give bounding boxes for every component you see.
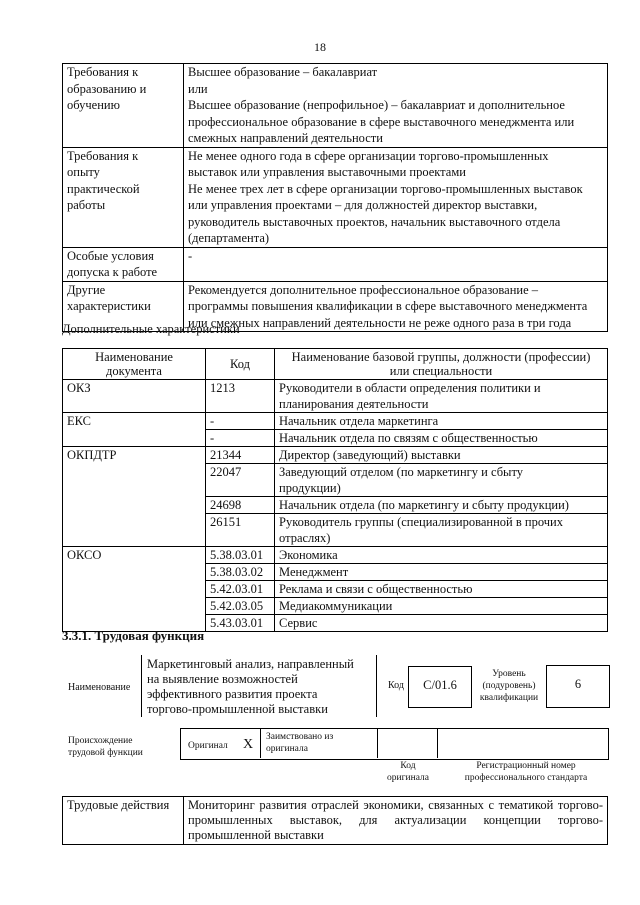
code-cell: 5.42.03.01 — [206, 581, 275, 598]
level-value-box — [546, 665, 610, 708]
name-cell: Экономика — [275, 547, 608, 564]
code-original-label: Код оригинала — [387, 761, 429, 783]
name-cell: Реклама и связи с общественностью — [275, 581, 608, 598]
level-label: Уровень (подуровень) квалификации — [479, 669, 539, 703]
requirement-value: Рекомендуется дополнительное профессиональное образование – программы повышения квалификации в сфере выставочного менеджмента или смежных направлений деятельности не реже одного раза в три года — [184, 281, 608, 332]
origin-label: Происхождение трудовой функции — [68, 736, 143, 758]
code-cell: 5.43.03.01 — [206, 615, 275, 632]
name-cell: Медиакоммуникации — [275, 598, 608, 615]
function-name-box — [141, 655, 377, 717]
table-row — [63, 64, 608, 148]
doc-cell: ЕКС — [63, 413, 206, 447]
function-header: 3.3.1. Трудовая функция — [62, 628, 205, 643]
name-cell: Начальник отдела маркетинга — [275, 413, 608, 430]
doc-cell: ОКСО — [63, 547, 206, 632]
labor-actions-table — [62, 796, 608, 845]
original-label: Оригинал — [188, 741, 228, 751]
actions-value: Мониторинг развития отраслей экономики, связанных с тематикой торгово-промышленных выставок, для актуализации концепции торгово-промышленной выставки — [184, 797, 608, 845]
code-cell: 5.42.03.05 — [206, 598, 275, 615]
table-row — [63, 147, 608, 247]
code-cell: 22047 — [206, 464, 275, 497]
name-cell: Директор (заведующий) выставки — [275, 447, 608, 464]
header-name: Наименование базовой группы, должности (профессии) или специальности — [275, 349, 608, 380]
requirement-label: Требования к образованию и обучению — [63, 64, 184, 148]
code-cell: 5.38.03.02 — [206, 564, 275, 581]
table-row — [63, 447, 608, 464]
name-cell: Начальник отдела по связям с общественностью — [275, 430, 608, 447]
code-label: Код — [388, 680, 404, 691]
additional-characteristics-title: Дополнительные характеристики — [62, 322, 240, 336]
requirement-value: Высшее образование – бакалавриат или Высшее образование (непрофильное) – бакалавриат и дополнительное профессиональное образование в сфере выставочного менеджмента или смежных направлений деятельности — [184, 64, 608, 148]
code-cell: 26151 — [206, 514, 275, 547]
name-cell: Руководители в области определения политики и планирования деятельности — [275, 380, 608, 413]
name-cell: Менеджмент — [275, 564, 608, 581]
original-mark: X — [243, 737, 254, 752]
actions-label: Трудовые действия — [63, 797, 184, 845]
requirement-label: Другие характеристики — [63, 281, 184, 332]
table-row — [63, 247, 608, 281]
doc-cell: ОКПДТР — [63, 447, 206, 547]
requirements-table — [62, 63, 608, 332]
table-row — [63, 547, 608, 564]
table-row — [63, 380, 608, 413]
code-cell: 5.38.03.01 — [206, 547, 275, 564]
requirement-label: Особые условия допуска к работе — [63, 247, 184, 281]
name-cell: Сервис — [275, 615, 608, 632]
function-name-value: Маркетинговый анализ, направленный на выявление возможностей эффективного развития проекта торгово-промышленной выставки — [147, 657, 354, 716]
code-cell: - — [206, 413, 275, 430]
code-value: C/01.6 — [423, 678, 457, 692]
additional-characteristics-table — [62, 348, 608, 632]
code-cell: - — [206, 430, 275, 447]
header-code: Код — [206, 349, 275, 380]
code-cell: 21344 — [206, 447, 275, 464]
table-row — [63, 413, 608, 430]
table-row — [63, 797, 608, 845]
doc-cell: ОКЗ — [63, 380, 206, 413]
code-cell: 1213 — [206, 380, 275, 413]
name-label: Наименование — [68, 682, 131, 693]
borrowed-label: Заимствовано из оригинала — [266, 732, 334, 754]
code-cell: 24698 — [206, 497, 275, 514]
requirement-label: Требования к опыту практической работы — [63, 147, 184, 247]
table-header-row — [63, 349, 608, 380]
name-cell: Руководитель группы (специализированной в прочих отраслях) — [275, 514, 608, 547]
requirement-value: - — [184, 247, 608, 281]
level-value: 6 — [574, 677, 582, 691]
name-cell: Заведующий отделом (по маркетингу и сбыту продукции) — [275, 464, 608, 497]
header-doc: Наименование документа — [63, 349, 206, 380]
code-value-box — [408, 666, 472, 708]
name-cell: Начальник отдела (по маркетингу и сбыту продукции) — [275, 497, 608, 514]
reg-number-label: Регистрационный номер профессионального стандарта — [464, 761, 588, 783]
requirement-value: Не менее одного года в сфере организации торгово-промышленных выставок или управления выставочными проектами Не менее трех лет в сфере организации торгово-промышленных выставок или управления проектами – для должностей директор выставки, руководитель выставочных проектов, начальник выставочного отдела (департамента) — [184, 147, 608, 247]
page-number: 18 — [314, 40, 326, 54]
